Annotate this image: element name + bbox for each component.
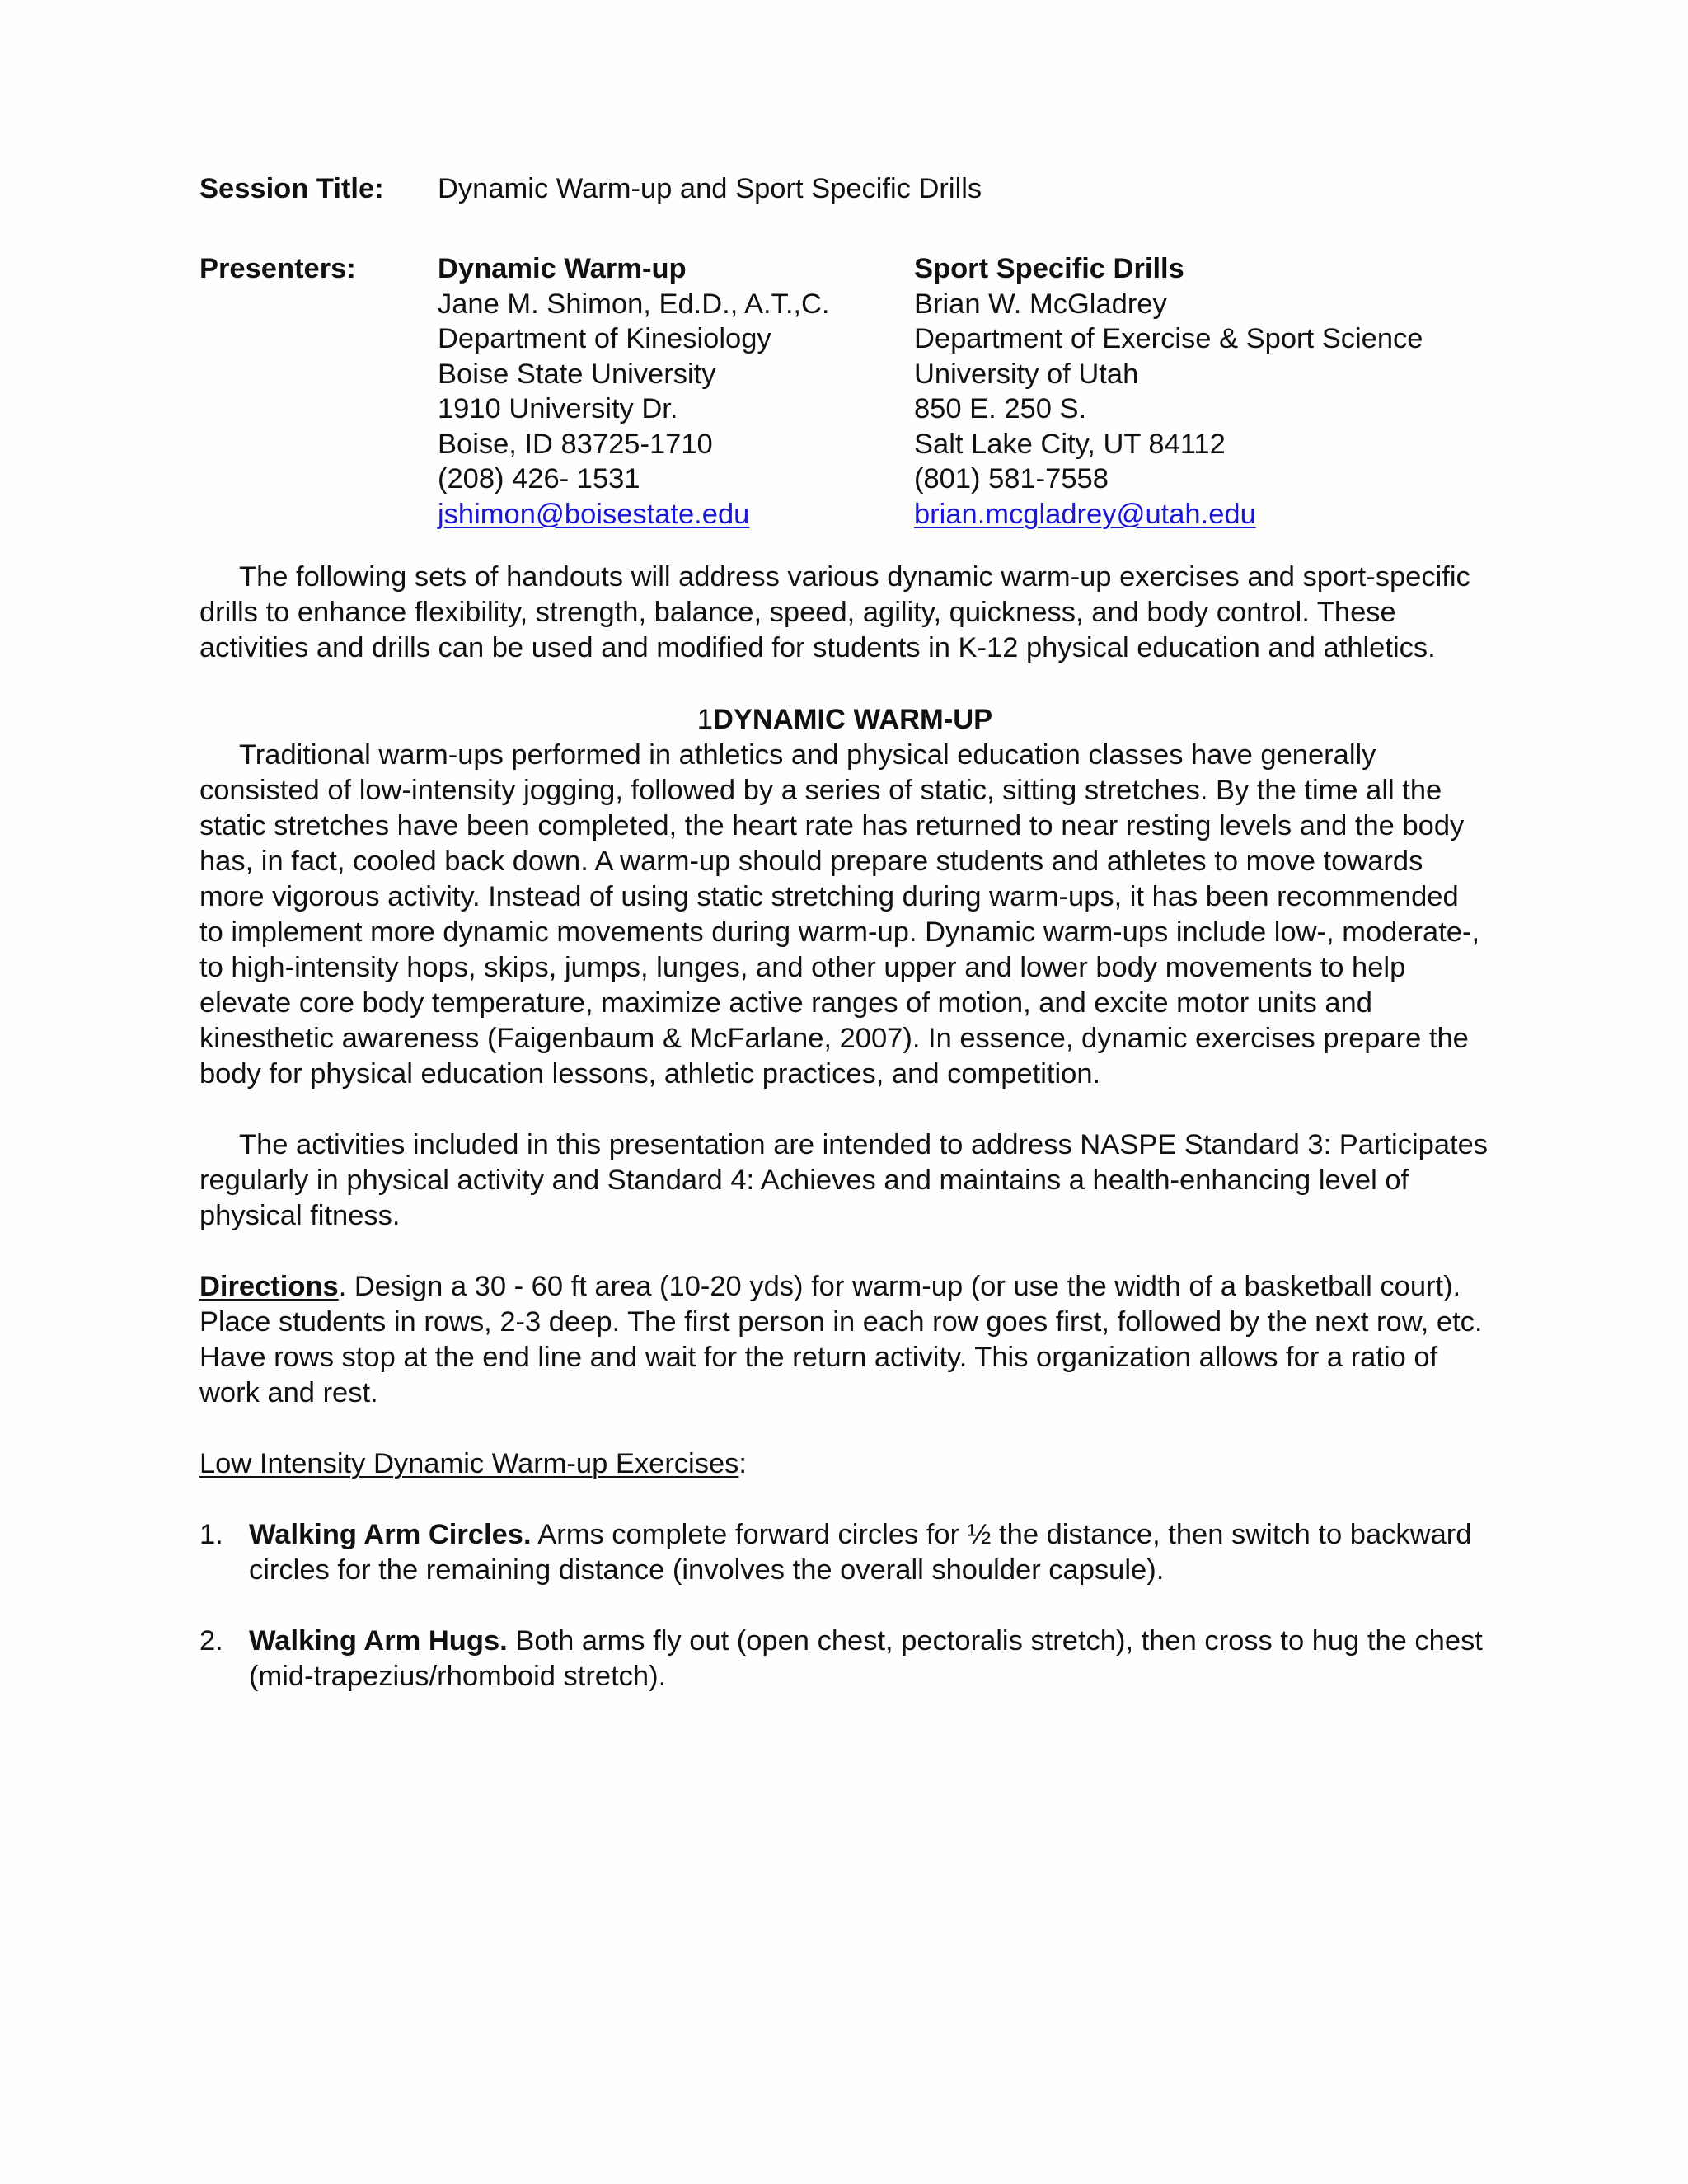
directions-text: . Design a 30 - 60 ft area (10-20 yds) for warm-up (or use the width of a basketball court). Place students in rows, 2-3 deep. The first person in each row goes first, followed by the next row, etc. Have rows stop at the end line and wait for the return activity. This organization allows for a ratio of work and rest. — [199, 1271, 1483, 1408]
presenter-sport-specific-drills — [914, 251, 1423, 532]
list-item — [199, 1517, 1490, 1588]
presenters-block — [199, 251, 1490, 535]
list-item-title: Walking Arm Hugs. — [249, 1625, 508, 1657]
list-item-text: Both arms fly out (open chest, pectoralis stretch), then cross to hug the chest (mid-trapezius/rhomboid stretch). — [249, 1625, 1483, 1692]
section-title: DYNAMIC WARM-UP — [712, 704, 993, 735]
presenter-department: Department of Kinesiology — [438, 323, 771, 354]
presenter-heading: Dynamic Warm-up — [438, 253, 687, 284]
document-content — [199, 171, 1490, 1694]
session-title-label: Session Title: — [199, 173, 384, 204]
list-item-number: 1. — [199, 1519, 223, 1550]
presenter-phone: (208) 426- 1531 — [438, 463, 640, 494]
presenter-dynamic-warmup — [438, 251, 830, 532]
directions-label: Directions — [199, 1271, 339, 1302]
list-item-text: Arms complete forward circles for ½ the distance, then switch to backward circles for the remaining distance (involves the overall shoulder capsule). — [249, 1519, 1472, 1586]
presenter-department: Department of Exercise & Sport Science — [914, 323, 1423, 354]
intro-paragraph: The following sets of handouts will address various dynamic warm-up exercises and sport-specific drills to enhance flexibility, strength, balance, speed, agility, quickness, and body control. These activities and drills can be used and modified for students in K-12 physical education and athletics. — [199, 561, 1470, 663]
presenter-name: Jane M. Shimon, Ed.D., A.T.,C. — [438, 288, 830, 320]
presenter-name: Brian W. McGladrey — [914, 288, 1167, 320]
presenter-city: Boise, ID 83725-1710 — [438, 428, 713, 460]
low-intensity-suffix: : — [738, 1448, 747, 1479]
session-title: Dynamic Warm-up and Sport Specific Drills — [438, 173, 982, 204]
presenter-street: 1910 University Dr. — [438, 393, 678, 424]
directions-paragraph — [199, 1269, 1490, 1411]
presenter-phone: (801) 581-7558 — [914, 463, 1109, 494]
presenters-label: Presenters: — [199, 253, 356, 284]
warmup-paragraph: Traditional warm-ups performed in athletics and physical education classes have generally consisted of low-intensity jogging, followed by a series of static, sitting stretches. By the time all the static stretches have been completed, the heart rate has returned to near resting levels and the body has, in fact, cooled back down. A warm-up should prepare students and athletes to move towards more vigorous activity. Instead of using static stretching during warm-ups, it has been recommended to implement more dynamic movements during warm-up. Dynamic warm-ups include low-, moderate-, to high-intensity hops, skips, jumps, lunges, and other upper and lower body movements to help elevate core body temperature, maximize active ranges of motion, and excite motor units and kinesthetic awareness (Faigenbaum & McFarlane, 2007). In essence, dynamic exercises prepare the body for physical education lessons, athletic practices, and competition. — [199, 739, 1480, 1090]
section-heading — [199, 702, 1490, 738]
low-intensity-label: Low Intensity Dynamic Warm-up Exercises — [199, 1448, 739, 1479]
section-number: 1 — [696, 704, 713, 735]
standards-paragraph: The activities included in this presentation are intended to address NASPE Standard 3: Participates regularly in physical activity and Standard 4: Achieves and maintains a health-enhancing level of physical fitness. — [199, 1129, 1489, 1231]
list-item-title: Walking Arm Circles. — [249, 1519, 532, 1550]
list-item-number: 2. — [199, 1625, 223, 1657]
presenter-organization: University of Utah — [914, 358, 1139, 390]
low-intensity-heading — [199, 1446, 1490, 1482]
list-item — [199, 1624, 1490, 1694]
presenter-street: 850 E. 250 S. — [914, 393, 1087, 424]
presenter-email-link[interactable]: jshimon@boisestate.edu — [438, 498, 750, 530]
presenter-organization: Boise State University — [438, 358, 716, 390]
presenter-heading: Sport Specific Drills — [914, 253, 1184, 284]
session-title-row — [199, 171, 1490, 207]
presenter-city: Salt Lake City, UT 84112 — [914, 428, 1226, 460]
presenter-email-link[interactable]: brian.mcgladrey@utah.edu — [914, 498, 1256, 530]
